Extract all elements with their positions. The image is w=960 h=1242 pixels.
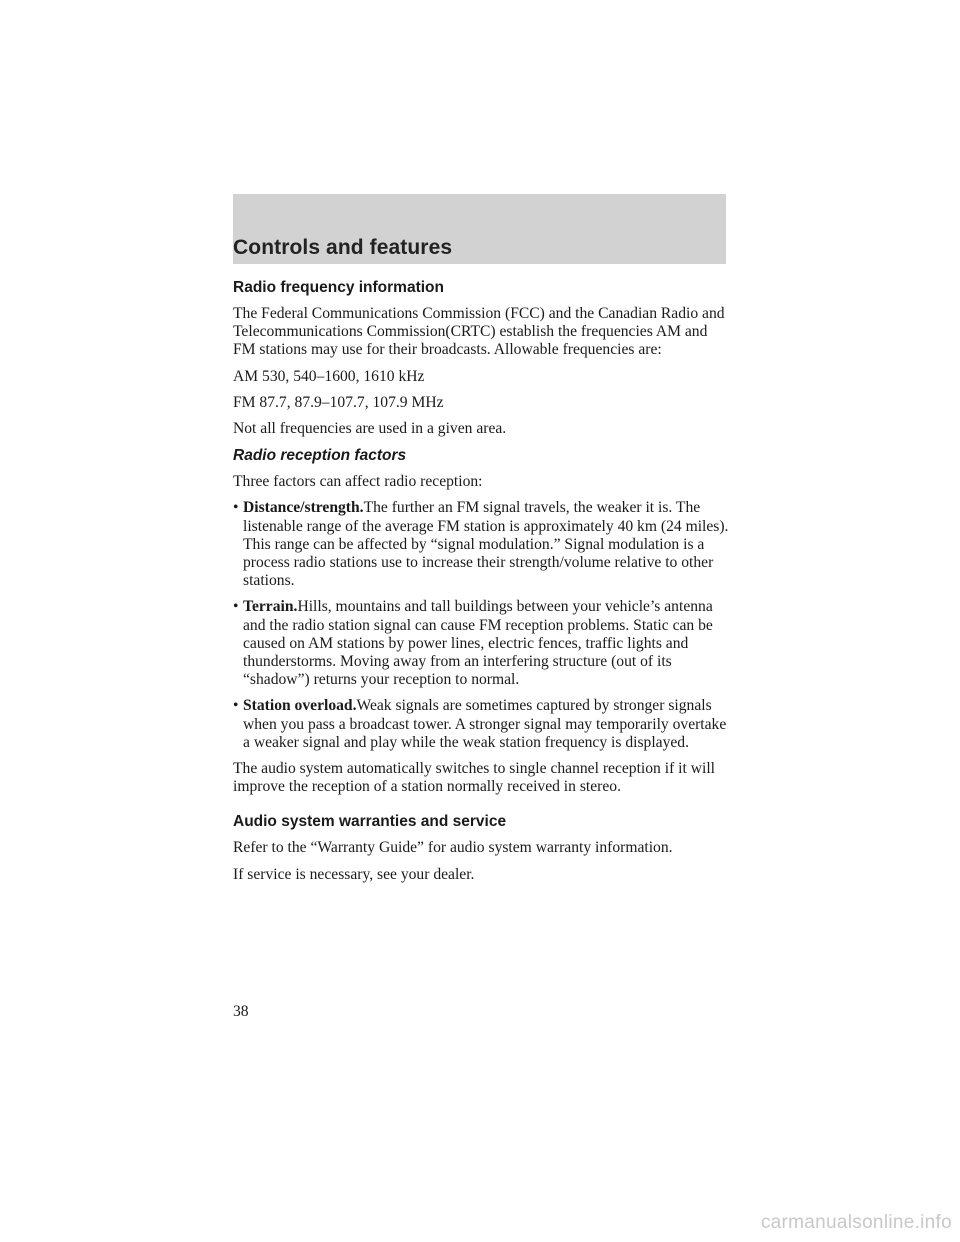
- heading-radio-frequency: Radio frequency information: [233, 279, 444, 296]
- paragraph-am-range: AM 530, 540–1600, 1610 kHz: [233, 367, 425, 385]
- paragraph: The Federal Communications Commission (FCC) and the Canadian Radio and Telecommunications Commission(CRTC) establish the frequencies AM and FM stations may use for their broadcasts. Allowable frequencies are:: [233, 305, 725, 359]
- list-item-text: Weak signals are sometimes captured by stronger signals when you pass a broadcast tower. A stronger signal may temporarily overtake a weaker signal and play while the weak station frequency is displayed.: [243, 697, 727, 751]
- page-content: [233, 278, 733, 892]
- list-item-term: Terrain.: [243, 598, 298, 616]
- list-item: [233, 697, 733, 752]
- paragraph: Not all frequencies are used in a given area.: [233, 420, 507, 438]
- paragraph-closing: The audio system automatically switches to single channel reception if it will improve the reception of a station normally received in stereo.: [233, 760, 715, 796]
- factor-list: [233, 499, 733, 752]
- list-item: [233, 499, 733, 590]
- list-item: [233, 598, 733, 689]
- bullet-glyph: •: [233, 499, 239, 517]
- paragraph: Refer to the “Warranty Guide” for audio system warranty information.: [233, 839, 673, 857]
- bullet-glyph: •: [233, 697, 239, 715]
- heading-reception-factors: Radio reception factors: [233, 447, 407, 465]
- list-item-term: Distance/strength.: [243, 499, 364, 517]
- list-item-text: Hills, mountains and tall buildings between your vehicle’s antenna and the radio station signal can cause FM reception problems. Static can be caused on AM stations by power lines, electric fences, traffic lights and thunderstorms. Moving away from an interfering structure (out of its “shadow”) returns your reception to normal.: [243, 598, 713, 689]
- list-item-text: The further an FM signal travels, the weaker it is. The listenable range of the average FM station is approximately 40 km (24 miles). This range can be affected by “signal modulation.” Signal modulation is a process radio stations use to increase their strength/volume relative to other stations.: [243, 499, 729, 590]
- paragraph: If service is necessary, see your dealer.: [233, 865, 475, 883]
- list-item-term: Station overload.: [243, 697, 357, 715]
- watermark: carmanualsonline.info: [760, 1212, 952, 1233]
- heading-warranties: Audio system warranties and service: [233, 813, 507, 831]
- paragraph-fm-range: FM 87.7, 87.9–107.7, 107.9 MHz: [233, 393, 444, 411]
- section-title: Controls and features: [233, 236, 453, 259]
- paragraph-intro: Three factors can affect radio reception:: [233, 473, 483, 491]
- bullet-glyph: •: [233, 598, 239, 616]
- page-number: 38: [233, 1003, 249, 1020]
